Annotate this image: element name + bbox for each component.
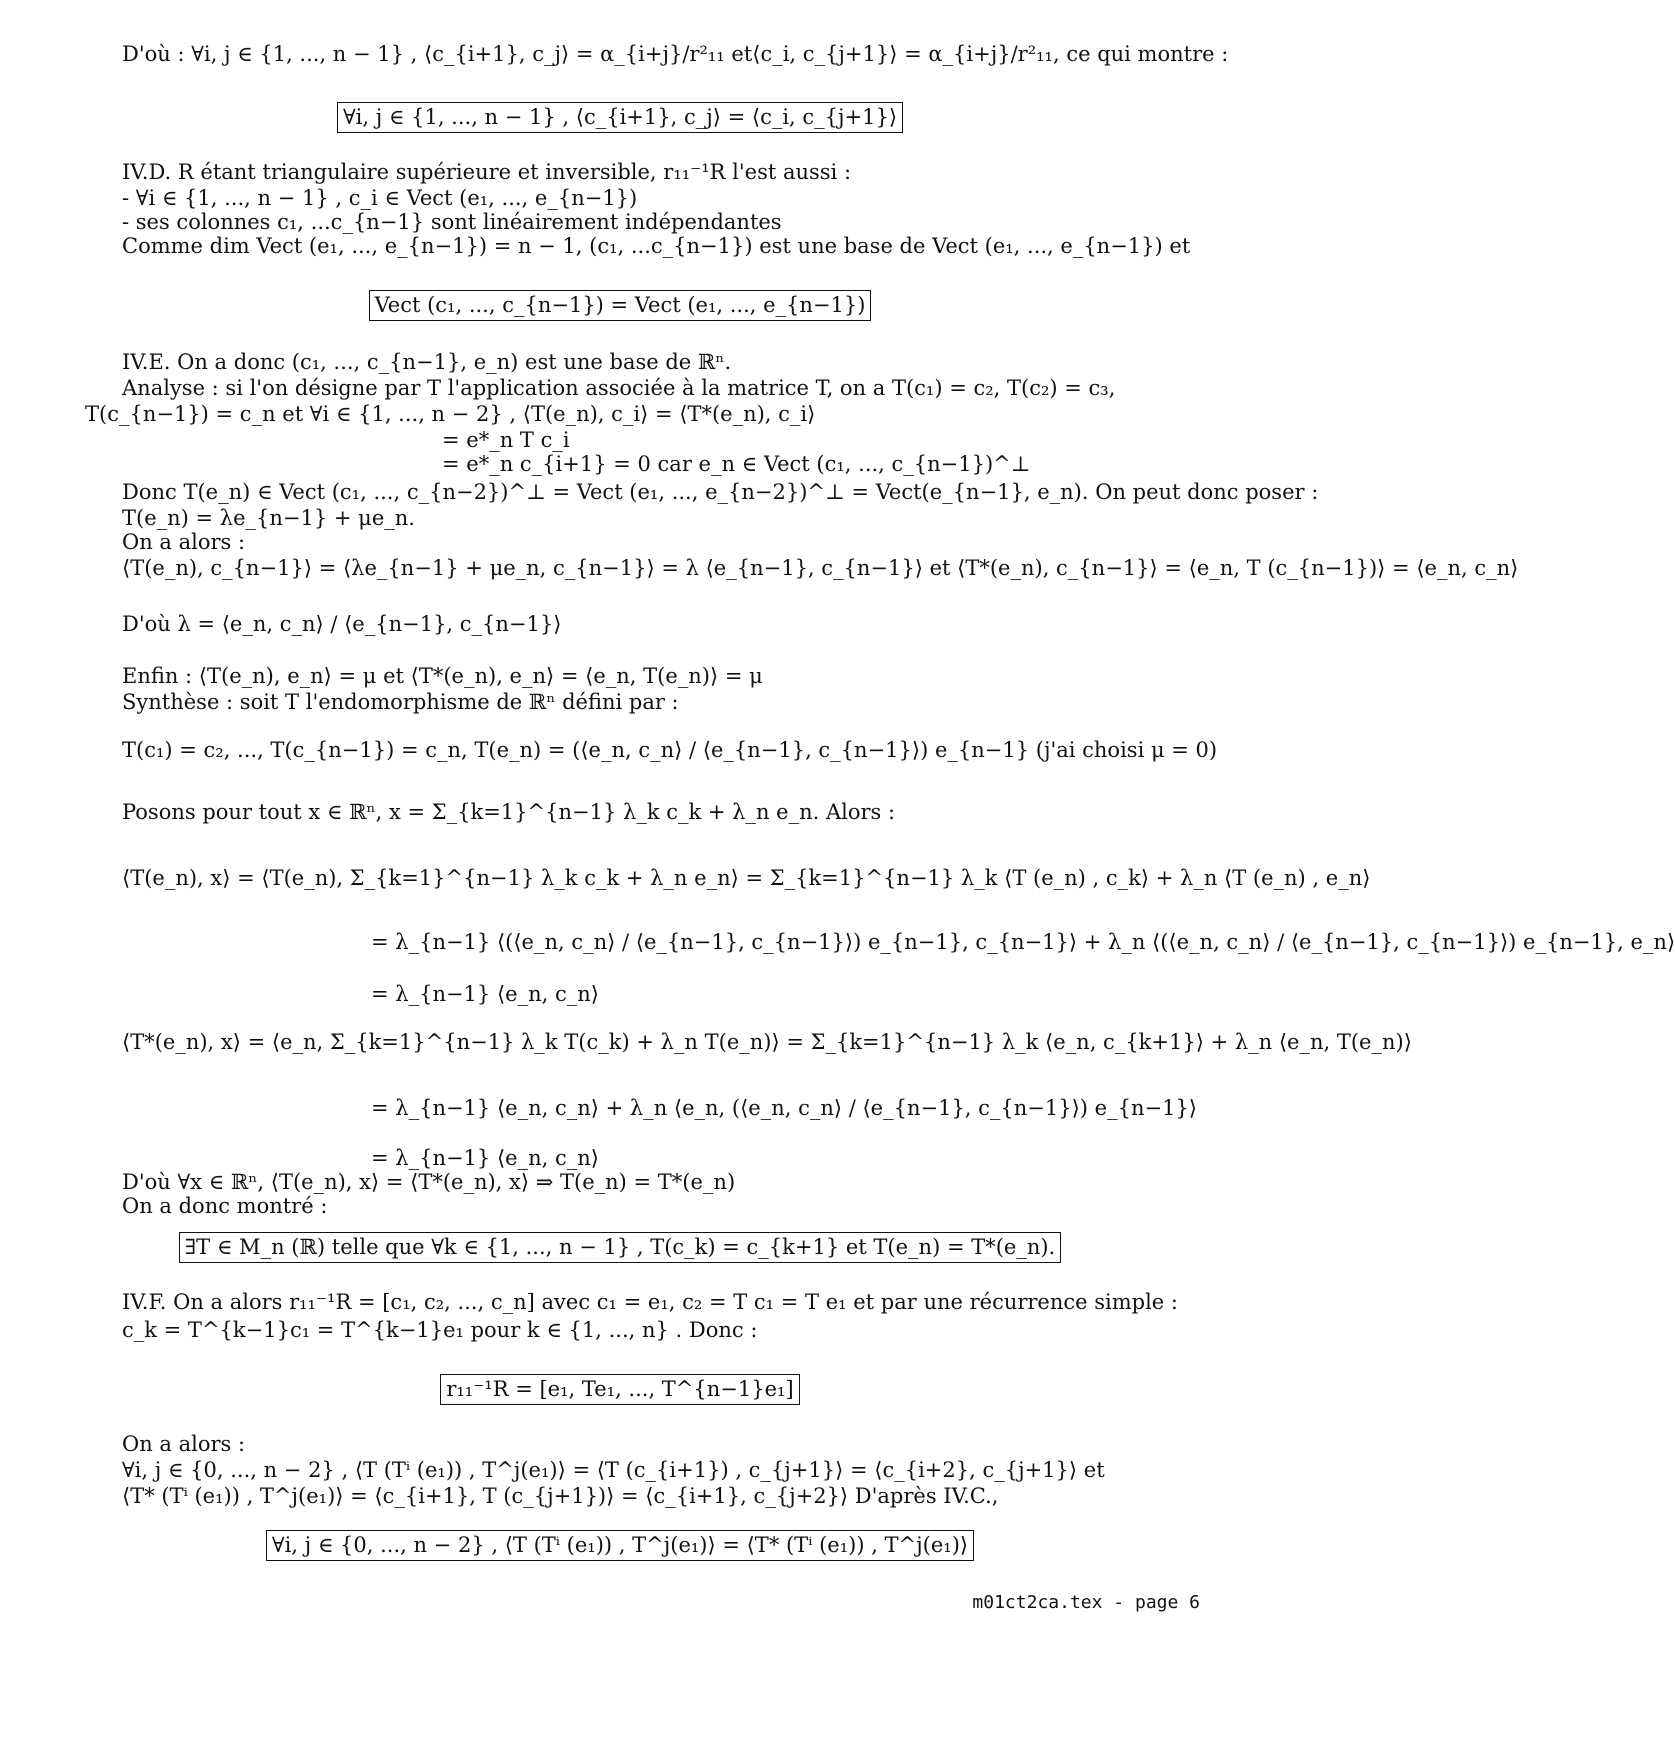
text-line: - ∀i ∈ {1, ..., n − 1} , c_i ∈ Vect (e₁, ..., e_{n−1}) [122, 186, 638, 210]
boxed-result: ∃T ∈ M_n (ℝ) telle que ∀k ∈ {1, ..., n − 1} , T(c_k) = c_{k+1} et T(e_n) = T*(e_n). [179, 1232, 1061, 1263]
text-line: T(e_n) = λe_{n−1} + μe_n. [122, 506, 415, 530]
page-footer: m01ct2ca.tex - page 6 [972, 1592, 1200, 1613]
boxed-result: ∀i, j ∈ {0, ..., n − 2} , ⟨T (Tⁱ (e₁)) , T^j(e₁)⟩ = ⟨T* (Tⁱ (e₁)) , T^j(e₁)⟩ [266, 1530, 974, 1561]
text-line: c_k = T^{k−1}c₁ = T^{k−1}e₁ pour k ∈ {1, ..., n} . Donc : [122, 1318, 758, 1342]
text-line: ⟨T* (Tⁱ (e₁)) , T^j(e₁)⟩ = ⟨c_{i+1}, T (c_{j+1})⟩ = ⟨c_{i+1}, c_{j+2}⟩ D'après IV.C., [122, 1484, 999, 1508]
text-line: ∀i, j ∈ {0, ..., n − 2} , ⟨T (Tⁱ (e₁)) , T^j(e₁)⟩ = ⟨T (c_{i+1}) , c_{j+1}⟩ = ⟨c_{i+2}, c_{j+1}⟩ et [122, 1458, 1105, 1482]
text-line: On a donc montré : [122, 1194, 328, 1218]
boxed-result: ∀i, j ∈ {1, ..., n − 1} , ⟨c_{i+1}, c_j⟩ = ⟨c_i, c_{j+1}⟩ [337, 102, 903, 133]
text-line: D'où ∀x ∈ ℝⁿ, ⟨T(e_n), x⟩ = ⟨T*(e_n), x⟩ ⇒ T(e_n) = T*(e_n) [122, 1170, 736, 1194]
equation-line: = λ_{n−1} ⟨e_n, c_n⟩ + λ_n ⟨e_n, (⟨e_n, c_n⟩ / ⟨e_{n−1}, c_{n−1}⟩) e_{n−1}⟩ [371, 1096, 1198, 1120]
text-line: Synthèse : soit T l'endomorphisme de ℝⁿ défini par : [122, 690, 679, 714]
equation-line: = λ_{n−1} ⟨(⟨e_n, c_n⟩ / ⟨e_{n−1}, c_{n−1}⟩) e_{n−1}, c_{n−1}⟩ + λ_n ⟨(⟨e_n, c_n⟩ / ⟨e_{n−1}, c_{n−1}⟩) e_{n−1}, e_n⟩ [371, 930, 1675, 954]
text-line: T(c₁) = c₂, ..., T(c_{n−1}) = c_n, T(e_n) = (⟨e_n, c_n⟩ / ⟨e_{n−1}, c_{n−1}⟩) e_{n−1} (j'ai choisi μ = 0) [122, 738, 1218, 762]
boxed-result: Vect (c₁, ..., c_{n−1}) = Vect (e₁, ..., e_{n−1}) [369, 290, 872, 321]
equation-line: = e*_n c_{i+1} = 0 car e_n ∈ Vect (c₁, ..., c_{n−1})^⊥ [442, 452, 1031, 476]
equation-line: = λ_{n−1} ⟨e_n, c_n⟩ [371, 1146, 599, 1170]
equation-line: ⟨T(e_n), x⟩ = ⟨T(e_n), Σ_{k=1}^{n−1} λ_k c_k + λ_n e_n⟩ = Σ_{k=1}^{n−1} λ_k ⟨T (e_n) , c_k⟩ + λ_n ⟨T (e_n) , e_n⟩ [122, 866, 1371, 890]
text-line: Posons pour tout x ∈ ℝⁿ, x = Σ_{k=1}^{n−1} λ_k c_k + λ_n e_n. Alors : [122, 800, 896, 824]
text-line: - ses colonnes c₁, ...c_{n−1} sont linéairement indépendantes [122, 210, 782, 234]
text-line: D'où λ = ⟨e_n, c_n⟩ / ⟨e_{n−1}, c_{n−1}⟩ [122, 612, 562, 636]
text-line: D'où : ∀i, j ∈ {1, ..., n − 1} , ⟨c_{i+1}, c_j⟩ = α_{i+j}/r²₁₁ et⟨c_i, c_{j+1}⟩ = α_{i+j}/r²₁₁, ce qui montre : [122, 42, 1229, 66]
text-line: Analyse : si l'on désigne par T l'application associée à la matrice T, on a T(c₁) = c₂, T(c₂) = c₃, [122, 376, 1116, 400]
text-line: On a alors : [122, 1432, 246, 1456]
text-line: On a alors : [122, 530, 246, 554]
text-line: Comme dim Vect (e₁, ..., e_{n−1}) = n − 1, (c₁, ...c_{n−1}) est une base de Vect (e₁, ..., e_{n−1}) et [122, 234, 1191, 258]
text-line: T(c_{n−1}) = c_n et ∀i ∈ {1, ..., n − 2} , ⟨T(e_n), c_i⟩ = ⟨T*(e_n), c_i⟩ [85, 402, 816, 426]
equation-line: = λ_{n−1} ⟨e_n, c_n⟩ [371, 982, 599, 1006]
equation-line: ⟨T*(e_n), x⟩ = ⟨e_n, Σ_{k=1}^{n−1} λ_k T(c_k) + λ_n T(e_n)⟩ = Σ_{k=1}^{n−1} λ_k ⟨e_n, c_{k+1}⟩ + λ_n ⟨e_n, T(e_n)⟩ [122, 1030, 1412, 1054]
section-heading: IV.E. On a donc (c₁, ..., c_{n−1}, e_n) est une base de ℝⁿ. [122, 350, 732, 374]
equation-line: = e*_n T c_i [442, 428, 570, 452]
text-line: Enfin : ⟨T(e_n), e_n⟩ = μ et ⟨T*(e_n), e_n⟩ = ⟨e_n, T(e_n)⟩ = μ [122, 664, 763, 688]
section-heading: IV.F. On a alors r₁₁⁻¹R = [c₁, c₂, ..., c_n] avec c₁ = e₁, c₂ = T c₁ = T e₁ et par une récurrence simple : [122, 1290, 1178, 1314]
boxed-result: r₁₁⁻¹R = [e₁, Te₁, ..., T^{n−1}e₁] [440, 1374, 799, 1405]
text-line: Donc T(e_n) ∈ Vect (c₁, ..., c_{n−2})^⊥ = Vect (e₁, ..., e_{n−2})^⊥ = Vect(e_{n−1}, e_n). On peut donc poser : [122, 480, 1319, 504]
section-heading: IV.D. R étant triangulaire supérieure et inversible, r₁₁⁻¹R l'est aussi : [122, 160, 852, 184]
text-line: ⟨T(e_n), c_{n−1}⟩ = ⟨λe_{n−1} + μe_n, c_{n−1}⟩ = λ ⟨e_{n−1}, c_{n−1}⟩ et ⟨T*(e_n), c_{n−1}⟩ = ⟨e_n, T (c_{n−1})⟩ = ⟨e_n, c_n⟩ [122, 556, 1519, 580]
